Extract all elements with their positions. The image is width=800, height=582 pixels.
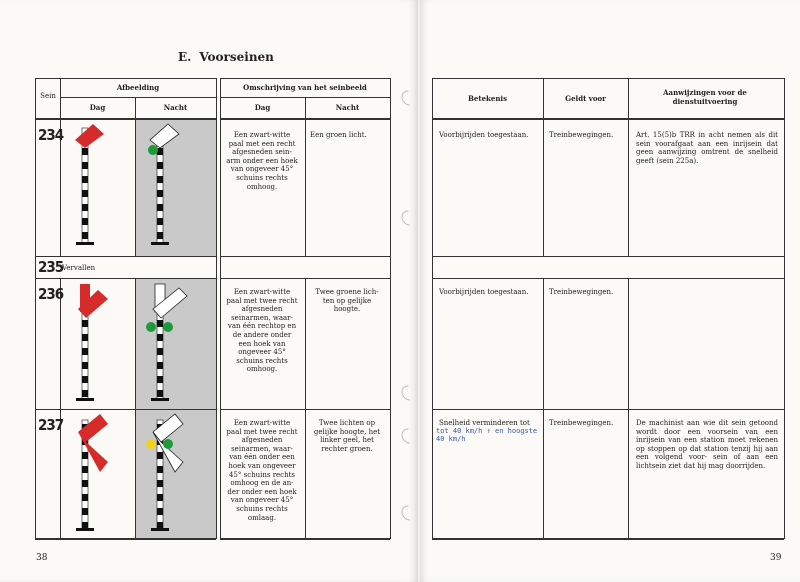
header-sein: Sein xyxy=(40,92,56,100)
day-signal-237 xyxy=(60,410,135,538)
sein-number-234: 234 xyxy=(38,126,64,144)
header-aanwijzingen: Aanwijzingen voor de dienstuitvoering xyxy=(663,88,747,106)
night-signal-234 xyxy=(135,120,216,256)
omschrijving-nacht-236: Twee groene lich- ten op gelijke hoogte. xyxy=(315,288,379,314)
betekenis-234: Voorbijrijden toegestaan. xyxy=(439,131,529,139)
sein-number-237: 237 xyxy=(38,416,64,434)
page-number-left: 38 xyxy=(36,553,48,563)
section-title-text: Voorseinen xyxy=(199,50,274,64)
omschrijving-nacht-234: Een groen licht. xyxy=(310,131,367,139)
night-signal-237 xyxy=(135,410,216,538)
header-geldt-voor: Geldt voor xyxy=(565,94,606,103)
header-afbeelding: Afbeelding xyxy=(116,83,160,92)
section-title xyxy=(178,50,274,64)
betekenis-237: Snelheid verminderen tot xyxy=(439,419,530,427)
signal-drawings xyxy=(0,0,1,1)
geldt-voor-236: Treinbewegingen. xyxy=(549,288,614,296)
omschrijving-nacht-237: Twee lichten op gelijke hoogte, het linker geel, het rechter groen. xyxy=(313,419,381,453)
header-omschrijving-dag: Dag xyxy=(254,103,271,112)
header-betekenis: Betekenis xyxy=(467,94,508,103)
geldt-voor-234: Treinbewegingen. xyxy=(549,131,614,139)
header-omschrijving: Omschrijving van het seinbeeld xyxy=(243,83,367,92)
section-letter: E. xyxy=(178,50,192,64)
aanwijzingen-237: De machinist aan wie dit sein getoond wordt door een voorsein van een inrijsein van een station moet rekenen op stoppen op dat station tenzij hij aan een volgend voor- sein of aan een lichtsein ziet dat hij mag doorrijden. xyxy=(636,419,778,470)
handwritten-note: tot 40 km/h ↑ en hoogste 40 km/h xyxy=(436,427,538,443)
day-signal-234 xyxy=(60,120,135,256)
omschrijving-dag-234: Een zwart-witte paal met een recht afgesneden sein- arm onder een hoek van ongeveer 45° schuins rechts omhoog. xyxy=(226,131,298,191)
night-signal-236 xyxy=(135,278,216,409)
vervallen-label: Vervallen xyxy=(62,264,96,272)
sein-number-235: 235 xyxy=(38,258,64,276)
header-omschrijving-nacht: Nacht xyxy=(335,103,360,112)
header-afbeelding-nacht: Nacht xyxy=(163,103,188,112)
omschrijving-dag-237: Een zwart-witte paal met twee recht afgesneden seinarmen, waar- van één onder een hoek van ongeveer 45° schuins rechts omhoog en de an- der onder een hoek van ongeveer 45° schuins rechts omlaag. xyxy=(226,419,298,522)
day-signal-236 xyxy=(60,278,135,409)
page-number-right: 39 xyxy=(770,553,782,563)
geldt-voor-237: Treinbewegingen. xyxy=(549,419,614,427)
header-afbeelding-dag: Dag xyxy=(89,103,106,112)
aanwijzingen-234: Art. 15(5)b TRR in acht nemen als dit sein voorafgaat aan een inrijsein dat geen aanwijzing omtrent de snelheid geeft (sein 225a). xyxy=(636,131,778,165)
sein-number-236: 236 xyxy=(38,285,64,303)
omschrijving-dag-236: Een zwart-witte paal met twee recht afgesneden seinarmen, waar- van één rechtop en de andere onder een hoek van ongeveer 45° schuins rechts omhoog. xyxy=(226,288,298,374)
betekenis-236: Voorbijrijden toegestaan. xyxy=(439,288,529,296)
